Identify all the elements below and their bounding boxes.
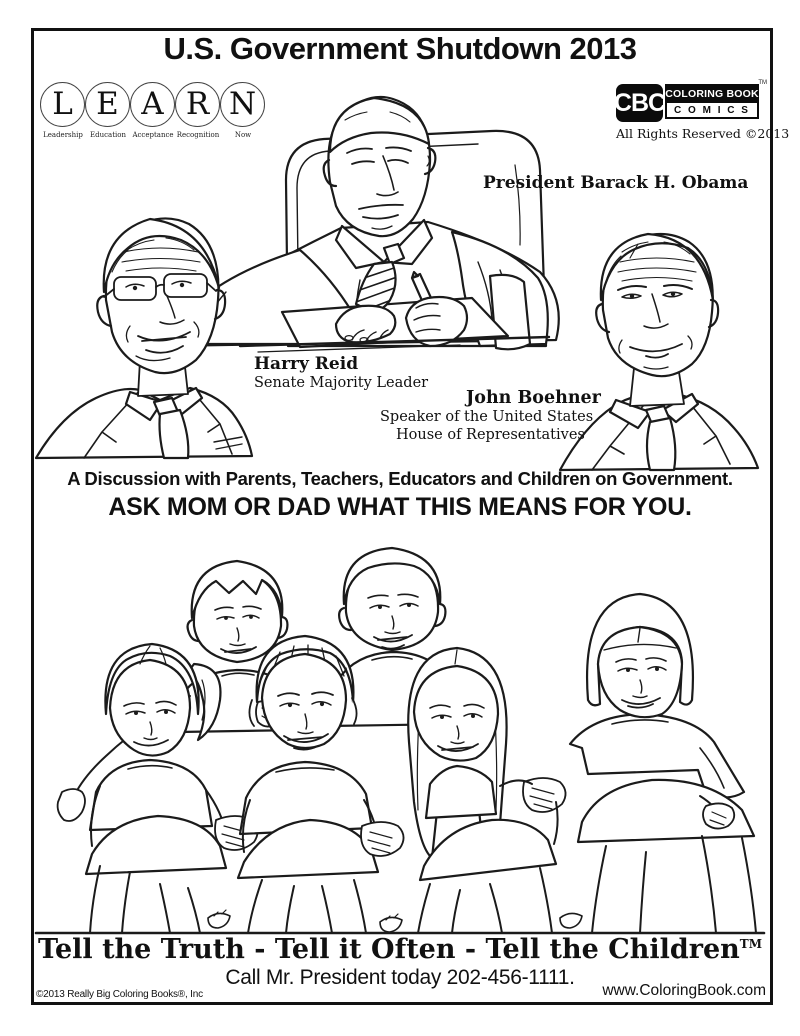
child-girl-long-hair [408, 648, 565, 880]
cbc-comics-label: C O M I C S [665, 103, 759, 119]
reid-title-label: Senate Majority Leader [254, 375, 429, 391]
learn-word: Now [234, 131, 252, 139]
reid-name-label: Harry Reid [254, 354, 359, 374]
discussion-line: A Discussion with Parents, Teachers, Educators and Children on Government. [67, 468, 733, 489]
learn-letter: N [228, 86, 257, 122]
learn-word: Acceptance [132, 131, 174, 139]
footer-slogan [0, 934, 800, 965]
obama-label: President Barack H. Obama [483, 173, 749, 193]
child-right-bob [570, 594, 754, 842]
learn-letter: A [141, 86, 164, 122]
boehner-title-line2: House of Representatives [396, 427, 585, 443]
trademark-symbol: TM [758, 80, 767, 86]
learn-letter: E [96, 86, 119, 122]
cbc-rights-text: All Rights Reserved ©2013 [616, 126, 790, 141]
trademark-symbol: TM [739, 937, 763, 951]
footer-slogan-text: Tell the Truth - Tell it Often - Tell the Children [37, 934, 740, 965]
cbc-abbr: CBC [613, 88, 666, 117]
learn-word: Recognition [176, 131, 220, 139]
cbc-coloring-book-label: COLORING BOOK [665, 84, 759, 103]
call-president-line: Call Mr. President today 202-456-1111. [225, 966, 575, 989]
page-title: U.S. Government Shutdown 2013 [163, 31, 637, 66]
ask-mom-dad-line: ASK MOM OR DAD WHAT THIS MEANS FOR YOU. [108, 493, 692, 521]
boehner-name-label: John Boehner [466, 388, 601, 408]
website-url: www.ColoringBook.com [602, 982, 766, 999]
boehner-title-line1: Speaker of the United States [380, 409, 594, 425]
learn-word: Education [90, 131, 126, 139]
learn-letter: L [52, 86, 73, 122]
copyright-text: ©2013 Really Big Coloring Books®, Inc [36, 989, 203, 1000]
john-boehner-drawing [560, 234, 758, 470]
learn-letter: R [185, 86, 210, 122]
learn-word: Leadership [43, 131, 83, 139]
children-drawing [36, 548, 764, 933]
